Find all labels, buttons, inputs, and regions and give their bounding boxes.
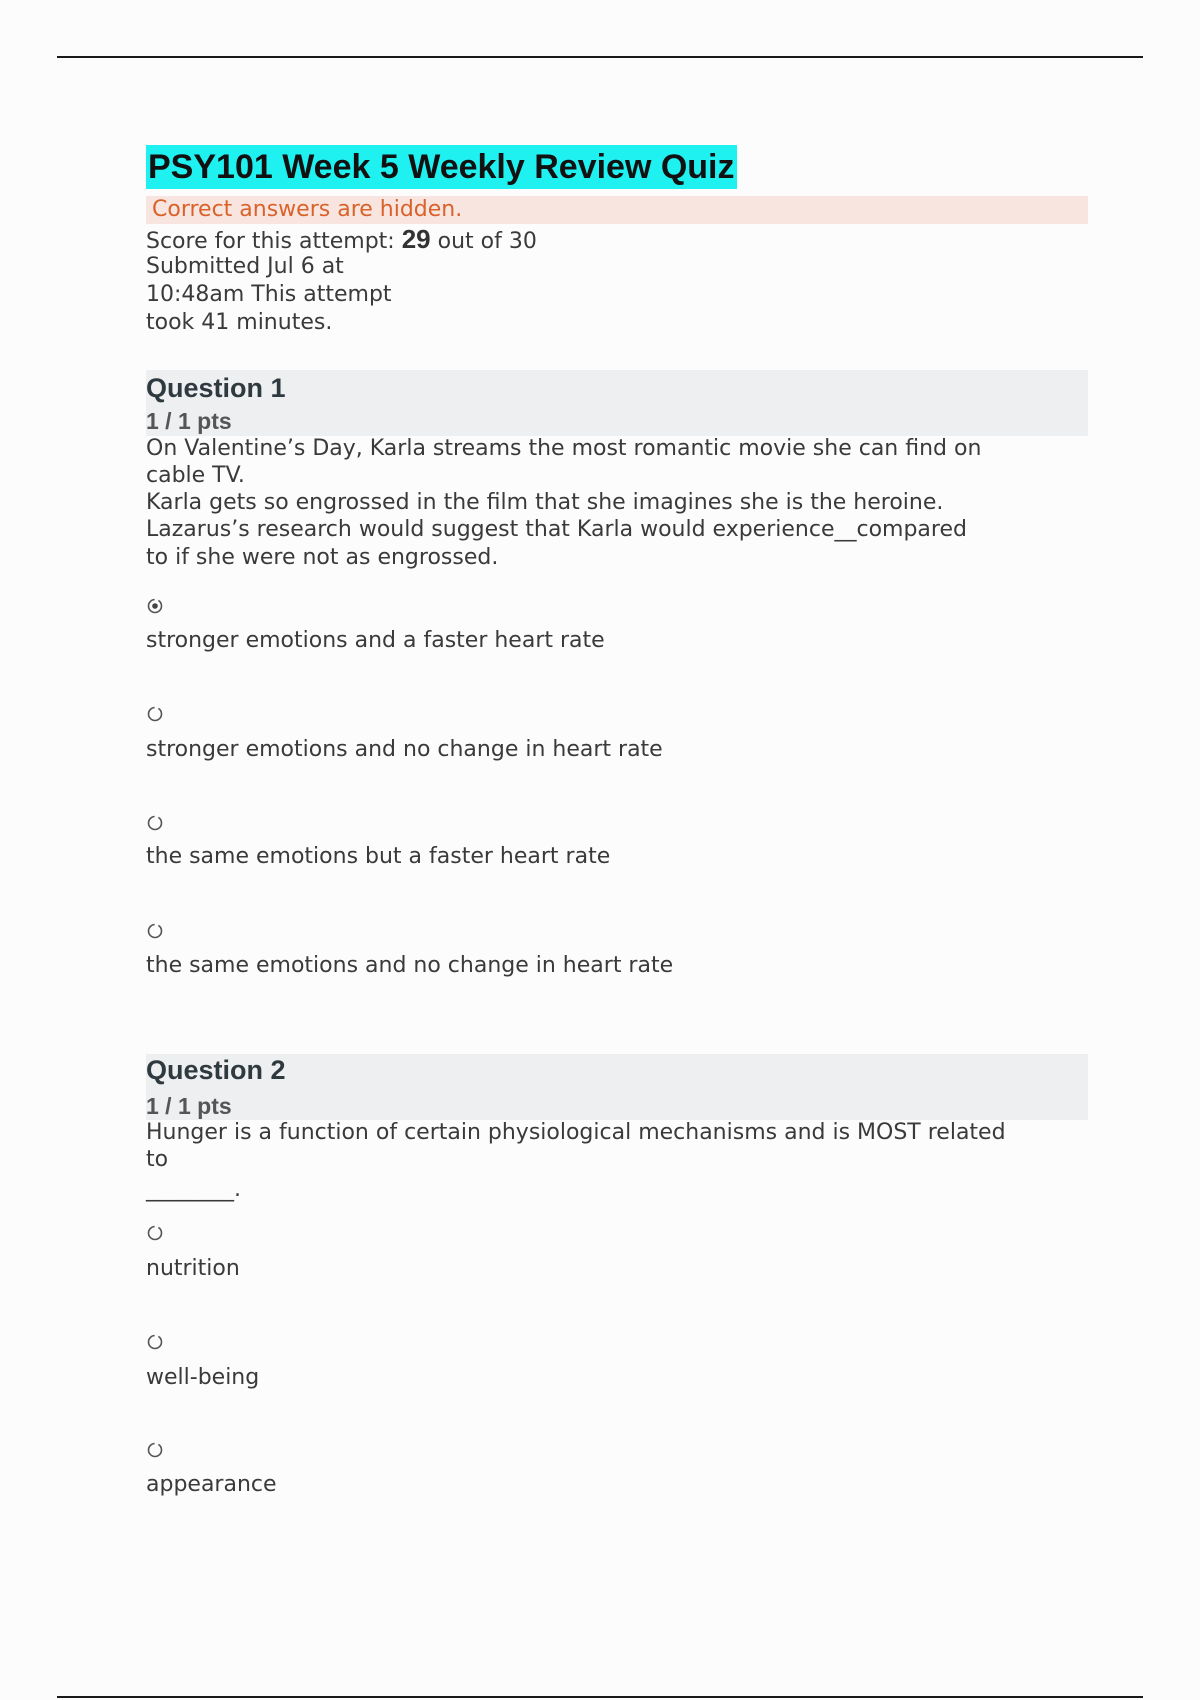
radio-icon[interactable] [147,1225,163,1241]
radio-icon[interactable] [147,815,163,831]
question-2-points: 1 / 1 pts [146,1093,232,1119]
submitted-line: Submitted Jul 6 at [146,254,344,279]
score-suffix: out of 30 [430,229,537,254]
question-1-option-1[interactable]: stronger emotions and a faster heart rate [146,628,605,653]
question-2-blank: ________. [146,1177,241,1202]
question-1-points: 1 / 1 pts [146,408,232,434]
score-line [146,225,537,256]
question-2-text-line: Hunger is a function of certain physiological mechanisms and is MOST related [146,1120,1006,1145]
question-1-header [146,370,1088,436]
question-1-text-line: cable TV. [146,463,245,488]
question-2-option-2[interactable]: well-being [146,1365,260,1390]
question-1-text-line: to if she were not as engrossed. [146,545,499,570]
question-1-text-line: Karla gets so engrossed in the film that she imagines she is the heroine. [146,490,944,515]
radio-icon[interactable] [147,706,163,722]
hidden-answers-notice: Correct answers are hidden. [146,196,1088,224]
question-2-title: Question 2 [146,1055,286,1085]
question-2-text-line: to [146,1147,169,1172]
question-2-option-1[interactable]: nutrition [146,1256,240,1281]
attempt-line: 10:48am This attempt [146,282,392,307]
question-2-option-3[interactable]: appearance [146,1472,277,1497]
question-1-text-line: Lazarus’s research would suggest that Karla would experience__compared [146,517,967,542]
question-1-title: Question 1 [146,373,286,403]
question-1-option-2[interactable]: stronger emotions and no change in heart rate [146,737,663,762]
question-1-option-4[interactable]: the same emotions and no change in heart rate [146,953,674,978]
score-value: 29 [401,224,431,254]
radio-icon[interactable] [147,1442,163,1458]
question-1-option-3[interactable]: the same emotions but a faster heart rate [146,844,611,869]
quiz-title: PSY101 Week 5 Weekly Review Quiz [146,145,737,189]
top-rule [57,56,1143,58]
radio-selected-icon[interactable] [147,598,163,614]
bottom-rule [57,1696,1143,1698]
question-2-header [146,1054,1088,1120]
score-prefix: Score for this attempt: [146,229,402,254]
duration-line: took 41 minutes. [146,310,333,335]
radio-icon[interactable] [147,1334,163,1350]
radio-icon[interactable] [147,923,163,939]
question-1-text-line: On Valentine’s Day, Karla streams the most romantic movie she can find on [146,436,982,461]
